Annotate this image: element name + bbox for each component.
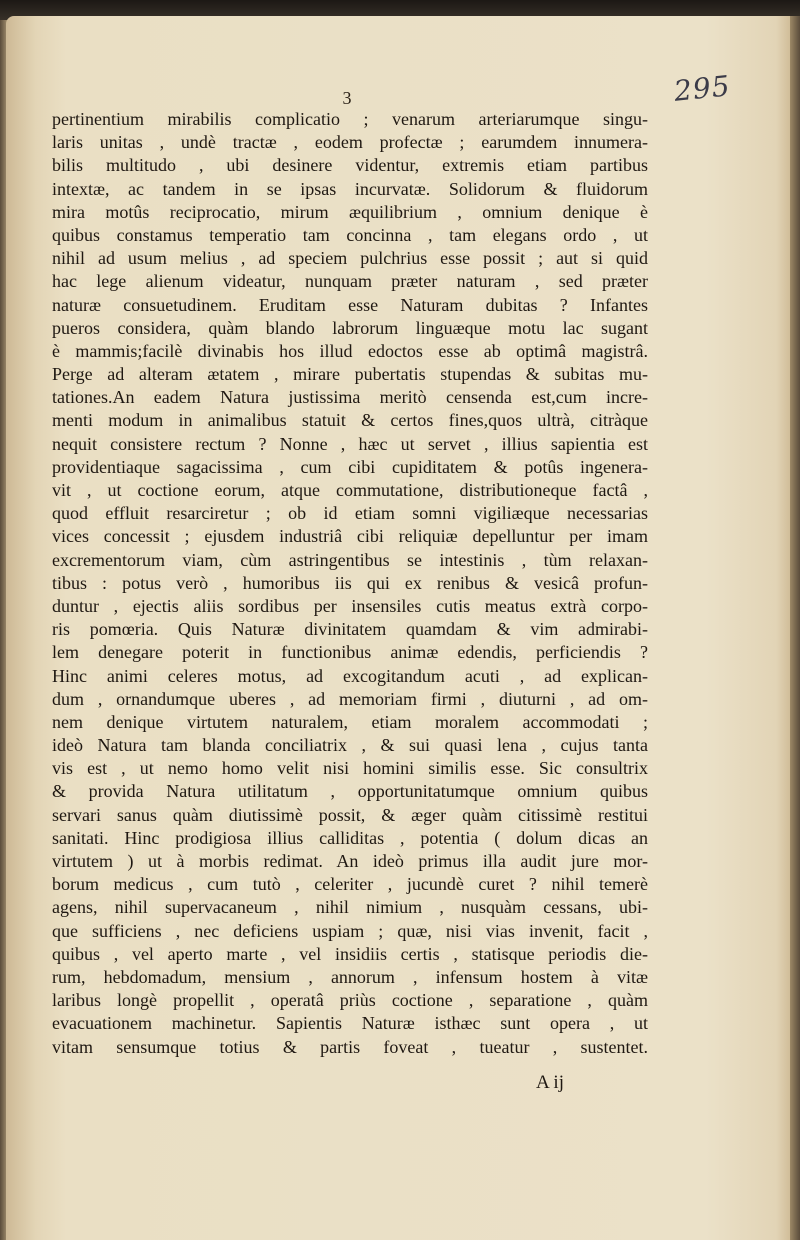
- text-line: lem denegare poterit in functionibus animæ edendis, perficiendis ?: [52, 642, 648, 663]
- printer-signature: A ij: [536, 1072, 564, 1093]
- text-line: pueros considera, quàm blando labrorum linguæque motu lac sugant: [52, 317, 648, 338]
- right-page-edge: [790, 16, 800, 1240]
- text-line: laribus longè propellit , operatâ priùs coctione , separatione , quàm: [52, 990, 648, 1011]
- text-line: servari sanus quàm diutissimè possit, & æger quàm citissimè restitui: [52, 804, 648, 825]
- text-line: & provida Natura utilitatum , opportunitatumque omnium quibus: [52, 781, 648, 802]
- text-line: excrementorum viam, cùm astringentibus se intestinis , tùm relaxan-: [52, 549, 648, 570]
- text-line: borum medicus , cum tutò , celeriter , jucundè curet ? nihil temerè: [52, 874, 648, 895]
- page-number: 3: [342, 88, 352, 108]
- text-line: vices concessit ; ejusdem industriâ cibi reliquiæ depelluntur per imam: [52, 526, 648, 547]
- text-line: providentiaque sagacissima , cum cibi cupiditatem & potûs ingenera-: [52, 456, 648, 477]
- text-line: bilis multitudo , ubi desinere videntur, extremis etiam partibus: [52, 155, 648, 176]
- text-line: vit , ut coctione eorum, atque commutatione, distributioneque factâ ,: [52, 480, 648, 500]
- text-line: ris pomœria. Quis Naturæ divinitatem quamdam & vim admirabi-: [52, 619, 648, 640]
- handwritten-folio-number: 295: [672, 69, 733, 108]
- text-line: dum , ornandumque uberes , ad memoriam firmi , diuturni , ad om-: [52, 688, 648, 709]
- text-line: naturæ consuetudinem. Eruditam esse Naturam dubitas ? Infantes: [52, 294, 648, 315]
- text-line: evacuationem machinetur. Sapientis Naturæ isthæc sunt opera , ut: [52, 1013, 648, 1034]
- text-line: laris unitas , undè tractæ , eodem profectæ ; earumdem innumera-: [52, 132, 648, 153]
- book-page: [6, 16, 800, 1240]
- text-line: è mammis;facilè divinabis hos illud edoctos esse ab optimâ magistrâ.: [52, 340, 648, 361]
- text-line: vis est , ut nemo homo velit nisi homini similis esse. Sic consultrix: [52, 758, 648, 779]
- text-line: mira motûs reciprocatio, mirum æquilibrium , omnium denique è: [52, 201, 648, 222]
- text-line: quibus constamus temperatio tam concinna , tam elegans ordo , ut: [52, 224, 648, 245]
- text-line: tibus : potus verò , humoribus iis qui ex renibus & vesicâ profun-: [52, 572, 648, 593]
- text-line: tationes.An eadem Natura justissima meritò censenda est,cum incre-: [52, 387, 648, 408]
- text-line: quibus , vel aperto marte , vel insidiis certis , statisque periodis die-: [52, 943, 648, 964]
- text-line: que sufficiens , nec deficiens uspiam ; quæ, nisi vias invenit, facit ,: [52, 920, 648, 941]
- text-line: quod effluit resarciretur ; ob id etiam somni vigiliæque necessarias: [52, 503, 648, 524]
- text-line: duntur , ejectis aliis sordibus per insensiles cutis meatus extrà corpo-: [52, 595, 648, 616]
- body-text: [52, 108, 648, 1059]
- text-line: rum, hebdomadum, mensium , annorum , infensum hostem à vitæ: [52, 966, 648, 987]
- text-line: ideò Natura tam blanda conciliatrix , & sui quasi lena , cujus tanta: [52, 735, 648, 756]
- text-line: vitam sensumque totius & partis foveat , tueatur , sustentet.: [52, 1036, 648, 1057]
- text-line: pertinentium mirabilis complicatio ; venarum arteriarumque singu-: [52, 109, 648, 129]
- text-line: Hinc animi celeres motus, ad excogitandum acuti , ad explican-: [52, 665, 648, 686]
- text-line: agens, nihil supervacaneum , nihil nimium , nusquàm cessans, ubi-: [52, 897, 648, 918]
- text-line: sanitati. Hinc prodigiosa illius calliditas , potentia ( dolum dicas an: [52, 827, 648, 848]
- text-line: hac lege alienum videatur, nunquam præter naturam , sed præter: [52, 271, 648, 292]
- text-line: virtutem ) ut à morbis redimat. An ideò primus illa audit jure mor-: [52, 851, 648, 871]
- text-line: intextæ, ac tandem in se ipsas incurvatæ. Solidorum & fluidorum: [52, 178, 648, 199]
- text-line: menti modum in animalibus statuit & certos fines,quos ultrà, citràque: [52, 410, 648, 431]
- text-line: nihil ad usum melius , ad speciem pulchrius esse possit ; aut si quid: [52, 248, 648, 269]
- text-line: Perge ad alteram ætatem , mirare pubertatis stupendas & subitas mu-: [52, 364, 648, 385]
- text-line: nem denique virtutem naturalem, etiam moralem accommodati ;: [52, 711, 648, 732]
- text-line: nequit consistere rectum ? Nonne , hæc ut servet , illius sapientia est: [52, 433, 648, 454]
